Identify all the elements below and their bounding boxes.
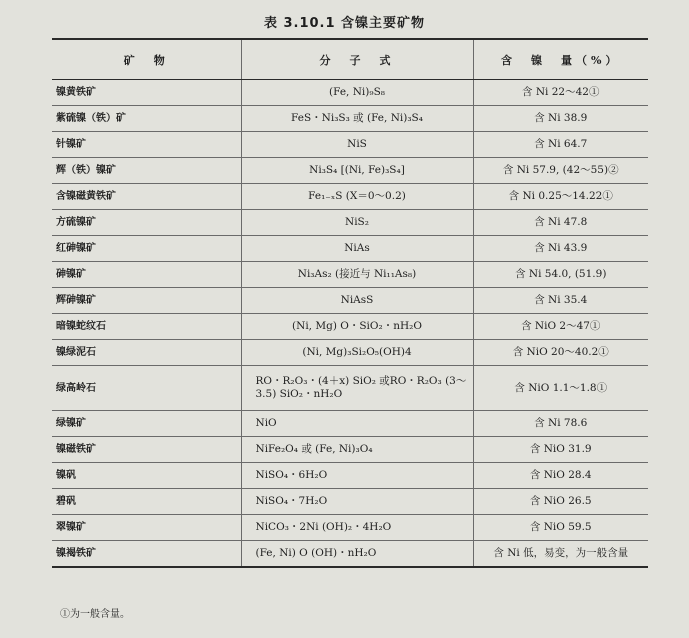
mineral-name: 辉（铁）镍矿 <box>52 158 241 184</box>
mineral-formula: Ni₃As₂ (接近与 Ni₁₁As₈) <box>241 262 473 288</box>
table-row <box>52 184 648 210</box>
nickel-content: 含 NiO 28.4 <box>473 463 648 489</box>
table-row <box>52 158 648 184</box>
mineral-name: 镍磁铁矿 <box>52 437 241 463</box>
mineral-formula: NiSO₄・7H₂O <box>241 489 473 515</box>
nickel-content: 含 Ni 0.25～14.22① <box>473 184 648 210</box>
nickel-content: 含 NiO 2～47① <box>473 314 648 340</box>
mineral-name: 针镍矿 <box>52 132 241 158</box>
nickel-content: 含 Ni 78.6 <box>473 411 648 437</box>
nickel-content: 含 Ni 47.8 <box>473 210 648 236</box>
footnote: ①为一般含量。 <box>60 609 130 620</box>
nickel-content: 含 NiO 1.1～1.8① <box>473 366 648 411</box>
table-row <box>52 106 648 132</box>
mineral-formula: (Fe, Ni) O (OH)・nH₂O <box>241 541 473 568</box>
nickel-content: 含 Ni 64.7 <box>473 132 648 158</box>
mineral-formula: NiS₂ <box>241 210 473 236</box>
mineral-formula: NiS <box>241 132 473 158</box>
nickel-content: 含 Ni 43.9 <box>473 236 648 262</box>
mineral-name: 含镍磁黄铁矿 <box>52 184 241 210</box>
mineral-formula: NiAs <box>241 236 473 262</box>
table-row <box>52 236 648 262</box>
table-row <box>52 132 648 158</box>
mineral-formula: NiFe₂O₄ 或 (Fe, Ni)₃O₄ <box>241 437 473 463</box>
table-row <box>52 288 648 314</box>
mineral-formula: NiSO₄・6H₂O <box>241 463 473 489</box>
table-row <box>52 80 648 106</box>
mineral-formula: NiCO₃・2Ni (OH)₂・4H₂O <box>241 515 473 541</box>
mineral-formula: (Ni, Mg)₃Si₂O₅(OH)4 <box>241 340 473 366</box>
mineral-name: 镍矾 <box>52 463 241 489</box>
mineral-formula: (Ni, Mg) O・SiO₂・nH₂O <box>241 314 473 340</box>
mineral-formula: RO・R₂O₃・(4＋x) SiO₂ 或RO・R₂O₃ (3～3.5) SiO₂・nH₂O <box>241 366 473 411</box>
nickel-content: 含 Ni 54.0, (51.9) <box>473 262 648 288</box>
column-header-formula: 分 子 式 <box>241 39 473 80</box>
nickel-content: 含 Ni 38.9 <box>473 106 648 132</box>
column-header-mineral: 矿 物 <box>52 39 241 80</box>
mineral-formula: NiAsS <box>241 288 473 314</box>
table-header-row <box>52 39 648 80</box>
table-row <box>52 541 648 568</box>
mineral-name: 暗镍蛇纹石 <box>52 314 241 340</box>
mineral-name: 绿高岭石 <box>52 366 241 411</box>
table-row <box>52 411 648 437</box>
mineral-formula: FeS・Ni₃S₃ 或 (Fe, Ni)₃S₄ <box>241 106 473 132</box>
column-header-nickel-content: 含 镍 量（%） <box>473 39 648 80</box>
table-row <box>52 262 648 288</box>
nickel-content: 含 Ni 22～42① <box>473 80 648 106</box>
table-row <box>52 463 648 489</box>
table-row <box>52 314 648 340</box>
mineral-name: 绿镍矿 <box>52 411 241 437</box>
mineral-name: 紫硫镍（铁）矿 <box>52 106 241 132</box>
mineral-formula: NiO <box>241 411 473 437</box>
nickel-content: 含 Ni 低，易变，为一般含量 <box>473 541 648 568</box>
nickel-content: 含 NiO 20～40.2① <box>473 340 648 366</box>
table-row <box>52 210 648 236</box>
table-row <box>52 515 648 541</box>
nickel-content: 含 NiO 31.9 <box>473 437 648 463</box>
mineral-formula: (Fe, Ni)₉S₈ <box>241 80 473 106</box>
mineral-name: 镍绿泥石 <box>52 340 241 366</box>
mineral-formula: Ni₃S₄ [(Ni, Fe)₃S₄] <box>241 158 473 184</box>
nickel-content: 含 Ni 35.4 <box>473 288 648 314</box>
mineral-name: 碧矾 <box>52 489 241 515</box>
mineral-name: 翠镍矿 <box>52 515 241 541</box>
mineral-name: 红砷镍矿 <box>52 236 241 262</box>
minerals-table <box>52 38 648 568</box>
mineral-name: 辉砷镍矿 <box>52 288 241 314</box>
table-row <box>52 437 648 463</box>
mineral-name: 方硫镍矿 <box>52 210 241 236</box>
table-row <box>52 366 648 411</box>
nickel-content: 含 NiO 59.5 <box>473 515 648 541</box>
mineral-name: 镍褐铁矿 <box>52 541 241 568</box>
nickel-content: 含 Ni 57.9, (42～55)② <box>473 158 648 184</box>
table-row <box>52 489 648 515</box>
table-title: 表 3.10.1 含镍主要矿物 <box>263 16 426 31</box>
nickel-content: 含 NiO 26.5 <box>473 489 648 515</box>
table-row <box>52 340 648 366</box>
mineral-name: 砷镍矿 <box>52 262 241 288</box>
mineral-formula: Fe₁₋ₓS (X＝0～0.2) <box>241 184 473 210</box>
mineral-name: 镍黄铁矿 <box>52 80 241 106</box>
